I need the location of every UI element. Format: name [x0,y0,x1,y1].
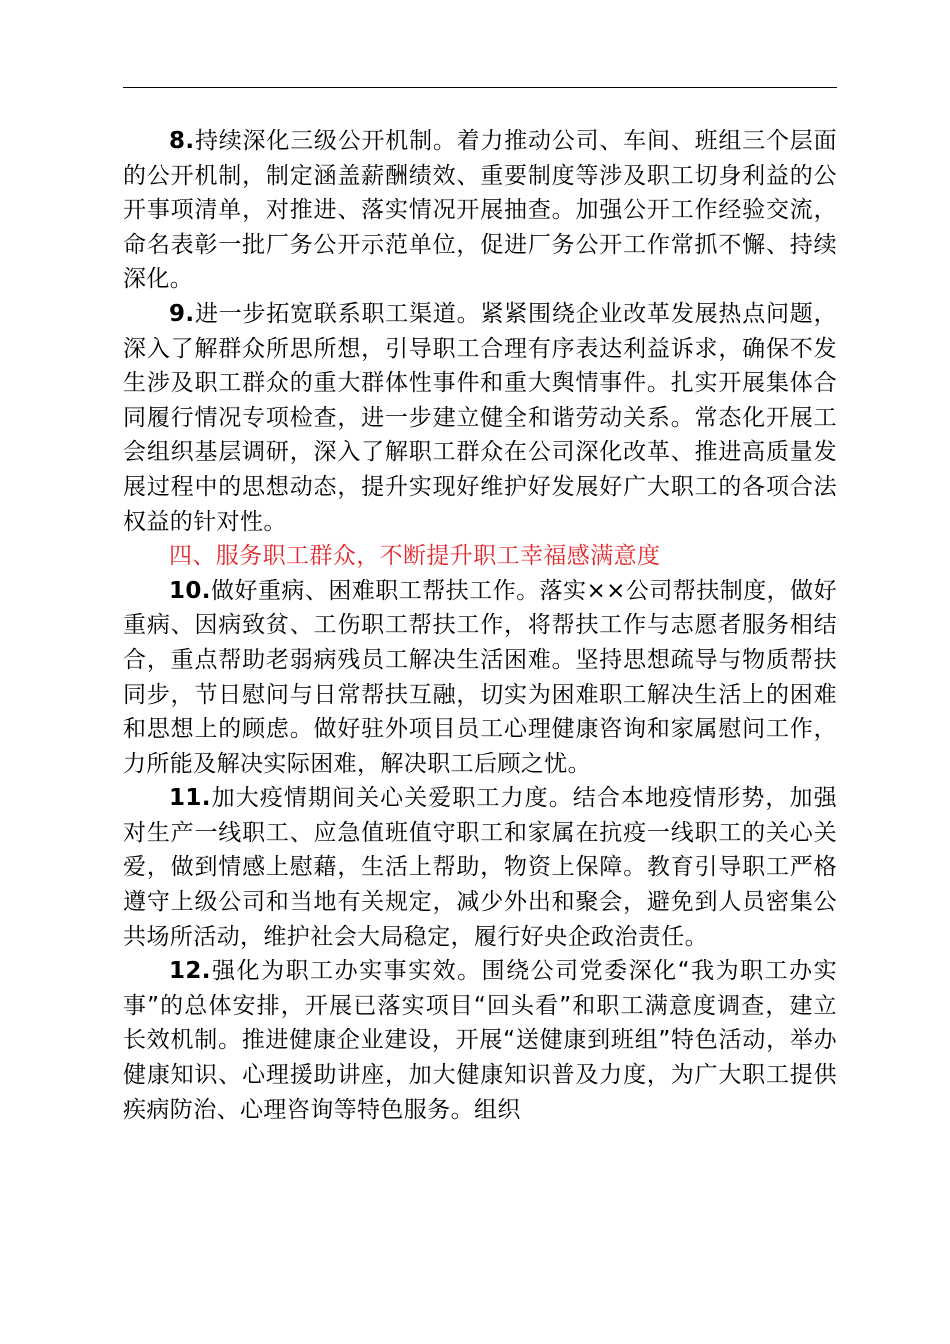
document-body [123,124,837,1127]
header-rule [123,87,837,88]
paragraph-number: 9. [169,300,195,327]
paragraph-11 [123,781,837,954]
paragraph-text: 进一步拓宽联系职工渠道。紧紧围绕企业改革发展热点问题，深入了解群众所思所想，引导职工合理有序表达利益诉求，确保不发生涉及职工群众的重大群体性事件和重大舆情事件。扎实开展集体合同履行情况专项检查，进一步建立健全和谐劳动关系。常态化开展工会组织基层调研，深入了解职工群众在公司深化改革、推进高质量发展过程中的思想动态，提升实现好维护好发展好广大职工的各项合法权益的针对性。 [123,300,837,535]
paragraph-number: 10. [169,577,211,604]
paragraph-9 [123,297,837,539]
paragraph-text: 强化为职工办实事实效。围绕公司党委深化“我为职工办实事”的总体安排，开展已落实项目“回头看”和职工满意度调查，建立长效机制。推进健康企业建设，开展“送健康到班组”特色活动，举办健康知识、心理援助讲座，加大健康知识普及力度，为广大职工提供疾病防治、心理咨询等特色服务。组织 [123,958,837,1123]
paragraph-12 [123,954,837,1127]
paragraph-number: 12. [169,958,211,985]
paragraph-text: 持续深化三级公开机制。着力推动公司、车间、班组三个层面的公开机制，制定涵盖薪酬绩效、重要制度等涉及职工切身利益的公开事项清单，对推进、落实情况开展抽查。加强公开工作经验交流，命名表彰一批厂务公开示范单位，促进厂务公开工作常抓不懈、持续深化。 [123,128,837,293]
paragraph-8 [123,124,837,297]
paragraph-text: 做好重病、困难职工帮扶工作。落实××公司帮扶制度，做好重病、因病致贫、工伤职工帮扶工作，将帮扶工作与志愿者服务相结合，重点帮助老弱病残员工解决生活困难。坚持思想疏导与物质帮扶同步，节日慰问与日常帮扶互融，切实为困难职工解决生活上的困难和思想上的顾虑。做好驻外项目员工心理健康咨询和家属慰问工作，力所能及解决实际困难，解决职工后顾之忧。 [123,577,837,777]
paragraph-number: 8. [169,128,195,154]
section-heading: 四、服务职工群众，不断提升职工幸福感满意度 [169,543,661,570]
paragraph-10 [123,574,837,782]
paragraph-text: 加大疫情期间关心关爱职工力度。结合本地疫情形势，加强对生产一线职工、应急值班值守职工和家属在抗疫一线职工的关心关爱，做到情感上慰藉，生活上帮助，物资上保障。教育引导职工严格遵守上级公司和当地有关规定，减少外出和聚会，避免到人员密集公共场所活动，维护社会大局稳定，履行好央企政治责任。 [123,785,837,950]
paragraph-number: 11. [169,785,211,812]
